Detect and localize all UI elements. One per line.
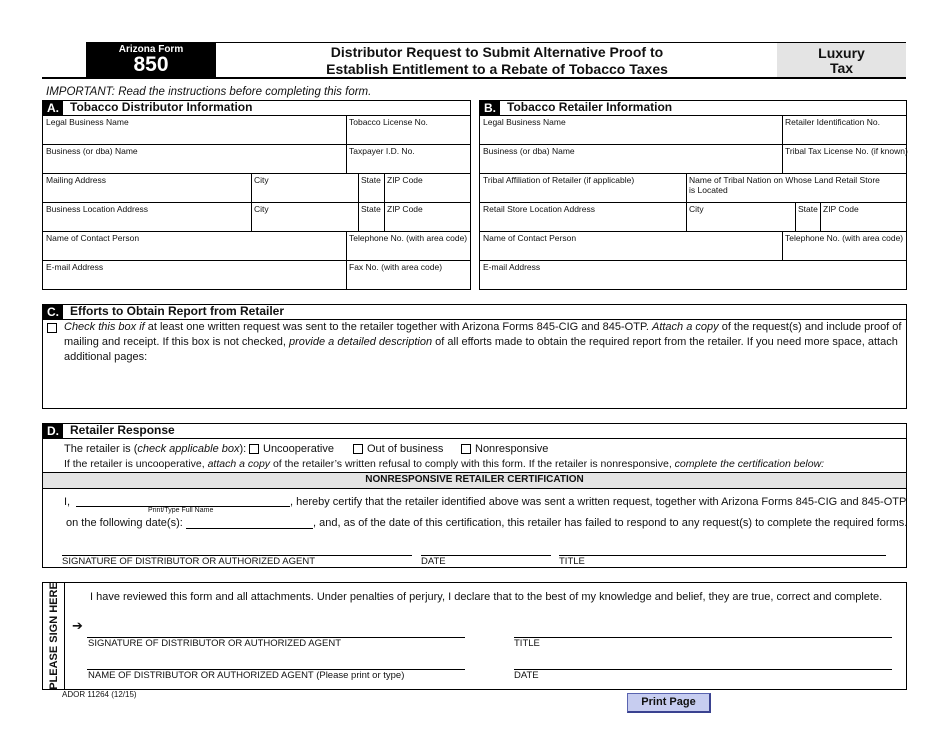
b-tribal-nation-field-line2: is Located [689, 185, 728, 195]
section-c-line3: additional pages: [64, 351, 148, 363]
tax-type-line2: Tax [829, 60, 854, 76]
section-c-tag: C. [43, 305, 63, 319]
out-of-business-checkbox[interactable] [353, 444, 363, 454]
section-a-title: Tobacco Distributor Information [70, 100, 253, 114]
sign-name-label: NAME OF DISTRIBUTOR OR AUTHORIZED AGENT (Please print or type) [88, 670, 405, 681]
cert-line2-b: , and, as of the date of this certification, this retailer has failed to respond to any request(s) to complete the required forms. [313, 517, 908, 529]
b-legal-business-name-field[interactable]: Legal Business Name [483, 117, 566, 127]
section-b-box [479, 100, 907, 290]
cert-print-label: Print/Type Full Name [148, 507, 214, 514]
section-c-line2: mailing and receipt. If this box is not checked, provide a detailed description of all efforts made to obtain the required report from the retailer. If you need more space, attach [64, 336, 898, 348]
a-zip-field[interactable]: ZIP Code [387, 175, 423, 185]
certification-heading: NONRESPONSIVE RETAILER CERTIFICATION [365, 474, 584, 485]
d-signature-label: SIGNATURE OF DISTRIBUTOR OR AUTHORIZED AGENT [62, 556, 316, 567]
please-sign-here-label: PLEASE SIGN HERE [48, 582, 60, 690]
form-label: Arizona Form [118, 44, 184, 55]
form-code: ADOR 11264 (12/15) [62, 690, 137, 699]
a-tobacco-license-field[interactable]: Tobacco License No. [349, 117, 428, 127]
a-fax-field[interactable]: Fax No. (with area code) [349, 262, 443, 272]
a-city-field[interactable]: City [254, 175, 269, 185]
a-state2-field[interactable]: State [361, 204, 381, 214]
nonresponsive-label: Nonresponsive [475, 443, 549, 455]
out-of-business-label: Out of business [367, 443, 444, 455]
b-contact-person-field[interactable]: Name of Contact Person [483, 233, 577, 243]
efforts-description-area[interactable] [44, 366, 905, 407]
b-email-field[interactable]: E-mail Address [483, 262, 541, 272]
sign-date-label: DATE [514, 670, 539, 681]
section-a-tag: A. [43, 101, 63, 115]
section-d-instructions: If the retailer is uncooperative, attach a copy of the retailer’s written refusal to comply with this form. If the retailer is nonresponsive, complete the certification below: [64, 458, 825, 470]
b-tribal-affiliation-field[interactable]: Tribal Affiliation of Retailer (if applicable) [483, 175, 635, 185]
a-city2-field[interactable]: City [254, 204, 269, 214]
b-city-field[interactable]: City [689, 204, 704, 214]
a-zip2-field[interactable]: ZIP Code [387, 204, 423, 214]
b-dba-name-field[interactable]: Business (or dba) Name [483, 146, 575, 156]
cert-i: I, [64, 496, 71, 508]
uncooperative-label: Uncooperative [263, 443, 334, 455]
a-business-location-field[interactable]: Business Location Address [46, 204, 149, 214]
b-tribal-nation-field[interactable]: Name of Tribal Nation on Whose Land Retail Store [689, 175, 880, 185]
b-tribal-tax-license-field[interactable]: Tribal Tax License No. (if known) [785, 146, 908, 156]
retailer-is-label: The retailer is (check applicable box): [64, 443, 247, 455]
section-d-title: Retailer Response [70, 423, 175, 437]
form-number: 850 [133, 53, 169, 76]
b-retail-store-location-field[interactable]: Retail Store Location Address [483, 204, 595, 214]
d-date-label: DATE [421, 556, 446, 567]
a-contact-person-field[interactable]: Name of Contact Person [46, 233, 140, 243]
tax-type-line1: Luxury [818, 45, 865, 61]
section-c-title: Efforts to Obtain Report from Retailer [70, 304, 285, 318]
efforts-checkbox[interactable] [47, 323, 57, 333]
a-legal-business-name-field[interactable]: Legal Business Name [46, 117, 129, 127]
sign-title-label: TITLE [514, 638, 540, 649]
a-state-field[interactable]: State [361, 175, 381, 185]
section-c-line1: Check this box if at least one written request was sent to the retailer together with Arizona Forms 845-CIG and 845-OTP. Attach a copy of the request(s) and include proof of [64, 321, 902, 333]
b-zip-field[interactable]: ZIP Code [823, 204, 859, 214]
b-state-field[interactable]: State [798, 204, 818, 214]
uncooperative-checkbox[interactable] [249, 444, 259, 454]
a-taxpayer-id-field[interactable]: Taxpayer I.D. No. [349, 146, 415, 156]
sign-signature-label: SIGNATURE OF DISTRIBUTOR OR AUTHORIZED AGENT [88, 638, 342, 649]
b-telephone-field[interactable]: Telephone No. (with area code) [785, 233, 904, 243]
cert-line2-a: on the following date(s): [66, 517, 183, 529]
cert-line1: , hereby certify that the retailer identified above was sent a written request, together with Arizona Forms 845-CIG and 845-OTP, [290, 496, 908, 508]
section-b-tag: B. [480, 101, 500, 115]
nonresponsive-checkbox[interactable] [461, 444, 471, 454]
section-d-tag: D. [43, 424, 63, 438]
arrow-icon: ➔ [72, 618, 83, 633]
cert-dates-input[interactable] [186, 528, 313, 529]
d-title-line[interactable] [559, 555, 886, 556]
d-title-label: TITLE [559, 556, 585, 567]
sign-date-line[interactable] [514, 669, 892, 670]
a-email-field[interactable]: E-mail Address [46, 262, 104, 272]
form-title-line2: Establish Entitlement to a Rebate of Tobacco Taxes [326, 61, 668, 77]
print-page-label: Print Page [641, 696, 696, 708]
print-page-button[interactable] [627, 693, 711, 713]
form-title-line1: Distributor Request to Submit Alternative Proof to [330, 44, 664, 60]
declaration-text: I have reviewed this form and all attachments. Under penalties of perjury, I declare that to the best of my knowledge and belief, they are true, correct and complete. [90, 591, 883, 603]
section-b-title: Tobacco Retailer Information [507, 100, 673, 114]
important-note: IMPORTANT: Read the instructions before completing this form. [46, 86, 372, 98]
sign-title-line[interactable] [514, 637, 892, 638]
b-retailer-id-field[interactable]: Retailer Identification No. [785, 117, 880, 127]
a-dba-name-field[interactable]: Business (or dba) Name [46, 146, 138, 156]
a-telephone-field[interactable]: Telephone No. (with area code) [349, 233, 468, 243]
a-mailing-address-field[interactable]: Mailing Address [46, 175, 107, 185]
